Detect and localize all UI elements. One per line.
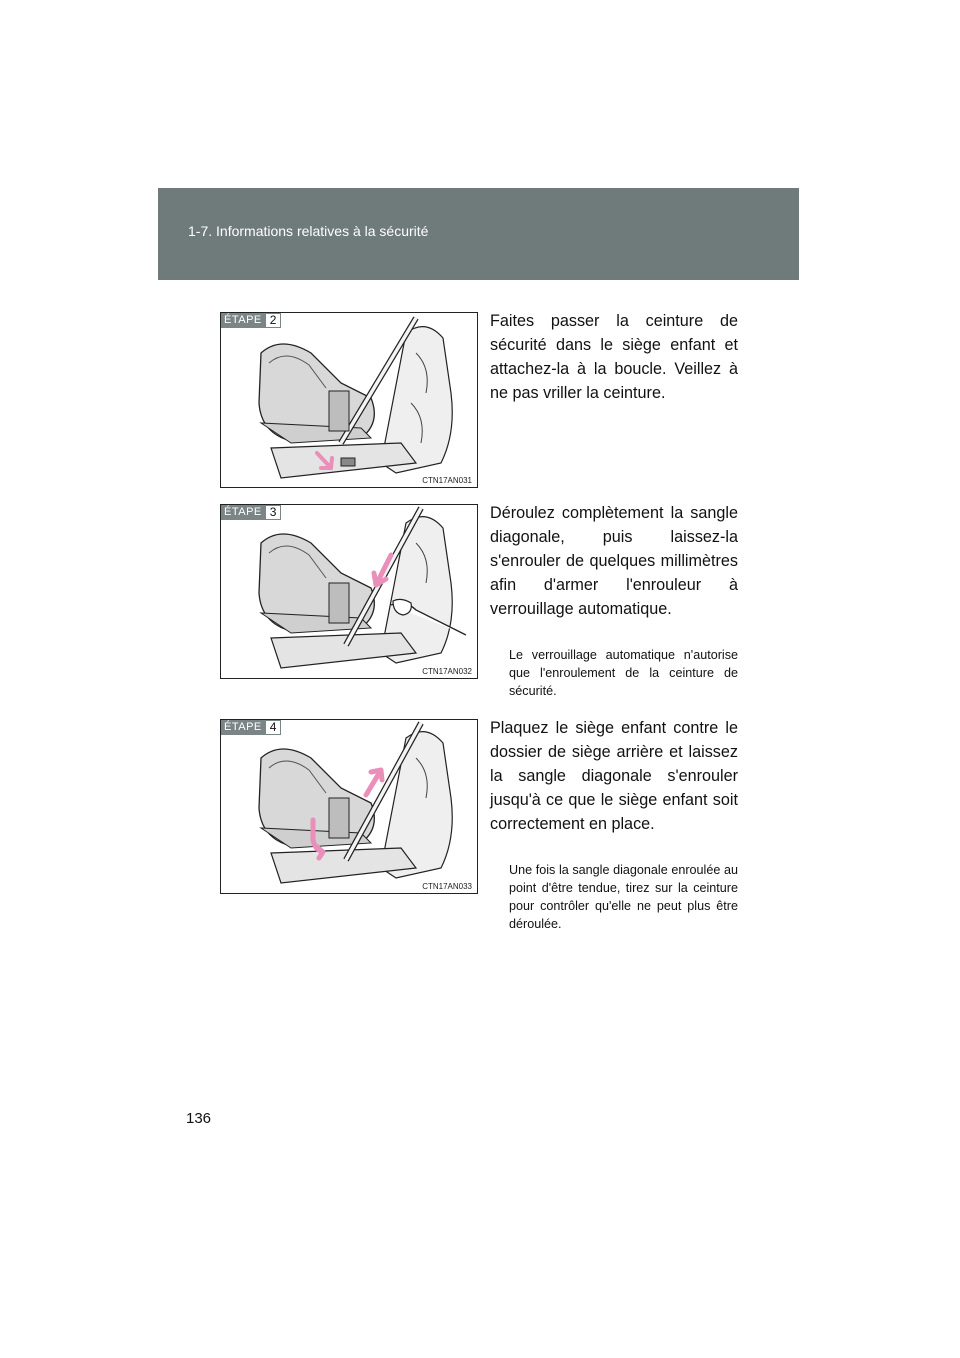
step-badge-number: 4: [265, 720, 282, 735]
step-badge-number: 2: [265, 313, 282, 328]
step-badge-label: ÉTAPE: [221, 313, 265, 328]
step-badge: [221, 313, 281, 328]
section-header-band: [158, 188, 799, 280]
step-4-illustration: [220, 719, 478, 894]
retractor-locking-drawing: [221, 505, 477, 678]
figure-code: CTN17AN031: [422, 476, 472, 485]
step-badge-label: ÉTAPE: [221, 505, 265, 520]
seat-tightening-drawing: [221, 720, 477, 893]
step-4-instruction: Plaquez le siège enfant contre le dossier de siège arrière et laissez la sangle diagonale s'enrouler jusqu'à ce que le siège enfant soit correctement en place.: [490, 719, 738, 833]
step-badge-label: ÉTAPE: [221, 720, 265, 735]
child-seat-belt-routing-drawing: [221, 313, 477, 487]
step-3-note: Le verrouillage automatique n'autorise que l'enroulement de la ceinture de sécurité.: [509, 648, 738, 698]
step-3-illustration: [220, 504, 478, 679]
step-2-illustration: [220, 312, 478, 488]
step-badge: [221, 720, 281, 735]
step-badge: [221, 505, 281, 520]
section-title: 1-7. Informations relatives à la sécurité: [188, 223, 429, 239]
figure-code: CTN17AN032: [422, 667, 472, 676]
page-number: 136: [186, 1110, 212, 1127]
step-3-instruction: Déroulez complètement la sangle diagonale, puis laissez-la s'enrouler de quelques millimètres afin d'armer l'enrouleur à verrouillage automatique.: [490, 504, 738, 618]
step-badge-number: 3: [265, 505, 282, 520]
step-2-instruction: Faites passer la ceinture de sécurité dans le siège enfant et attachez-la à la boucle. Veillez à ne pas vriller la ceinture.: [490, 312, 738, 402]
step-4-note: Une fois la sangle diagonale enroulée au point d'être tendue, tirez sur la ceinture pour contrôler qu'elle ne peut plus être déroulée.: [509, 863, 738, 931]
figure-code: CTN17AN033: [422, 882, 472, 891]
